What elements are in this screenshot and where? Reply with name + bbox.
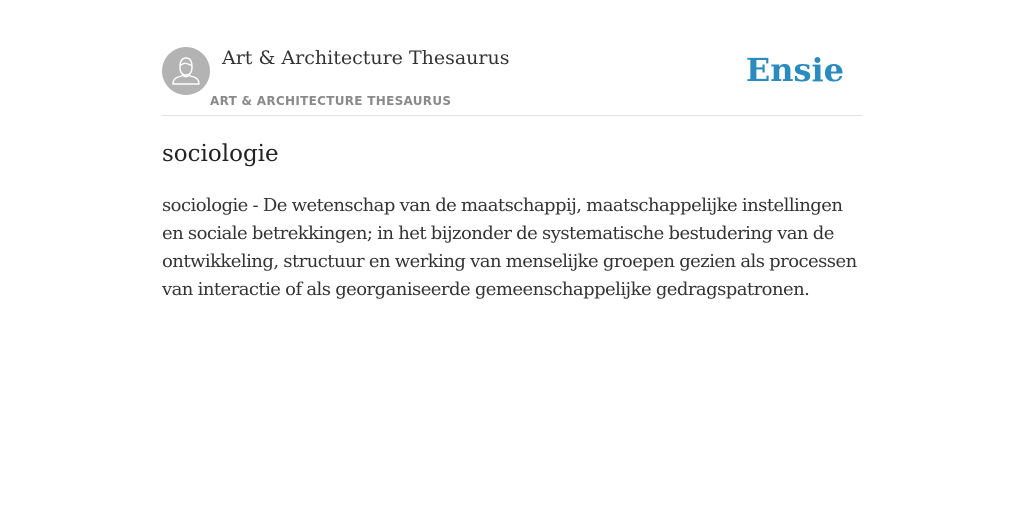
author-avatar[interactable] [162, 47, 210, 95]
author-subtitle[interactable]: ART & ARCHITECTURE THESAURUS [210, 94, 452, 108]
entry-definition: sociologie - De wetenschap van de maatschappij, maatschappelijke instellingen en sociale betrekkingen; in het bijzonder de systematische bestudering van de ontwikkeling, structuur en werking van menselijke groepen gezien als processen van interactie of als georganiseerde gemeenschappelijke gedragspatronen. [162, 195, 857, 300]
brand-logo[interactable]: Ensie [745, 51, 844, 89]
author-name[interactable]: Art & Architecture Thesaurus [222, 47, 510, 69]
user-icon [162, 47, 210, 95]
header [162, 0, 862, 116]
entry-title: sociologie [162, 141, 279, 167]
